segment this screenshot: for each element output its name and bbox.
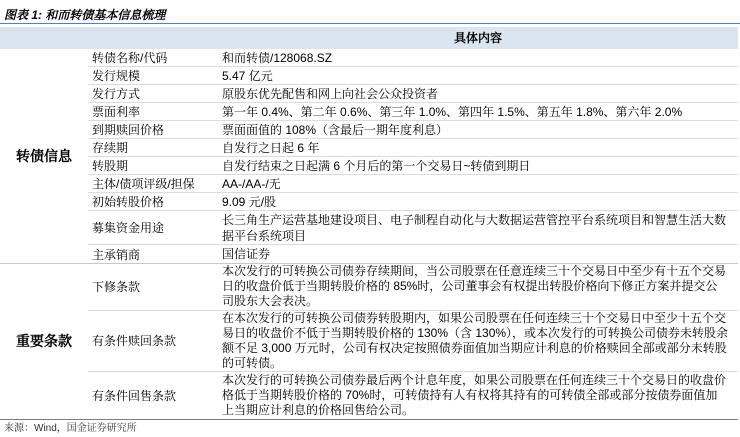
table-row — [88, 311, 738, 373]
field-label: 转股期 — [92, 159, 129, 173]
value-line: 国信证券 — [222, 247, 271, 261]
table-row — [88, 67, 738, 85]
field-value — [218, 85, 738, 102]
table-row — [88, 193, 738, 211]
table-row — [88, 157, 738, 175]
value-line: 和而转债/128068.SZ — [222, 50, 333, 65]
field-label: 募集资金用途 — [92, 221, 165, 235]
value-line: 自发行结束之日起满 6 个月后的第一个交易日~转债到期日 — [222, 158, 531, 173]
field-value — [218, 311, 738, 372]
table-row — [88, 85, 738, 103]
field-value — [218, 49, 738, 66]
table-body — [0, 49, 738, 420]
value-line: 在本次发行的可转换公司债券转股期内，如果公司股票在任何连续三十个交易日中至少十五个交 — [222, 310, 727, 325]
value-line: 第一年 0.4%、第二年 0.6%、第三年 1.0%、第四年 1.5%、第五年 1.8%、第六年 2.0% — [222, 104, 683, 119]
table-row — [88, 211, 738, 245]
header-group-cell — [0, 27, 88, 49]
field-label: 存续期 — [92, 141, 129, 155]
field-label: 下修条款 — [92, 280, 141, 295]
value-line: 本次发行的可转换公司债券最后两个计息年度，如果公司股票在任何连续三十个交易日的收盘价 — [222, 372, 727, 387]
bond-info-table — [0, 27, 738, 420]
table-row — [88, 372, 738, 419]
table-row — [88, 264, 738, 311]
table-row — [88, 121, 738, 139]
value-line: 上当期应计利息的价格回售给公司。 — [222, 403, 415, 418]
value-line: 自发行之日起 6 年 — [222, 140, 320, 155]
value-line: 易日的收盘价不低于当期转股价格的 130%（含 130%），或本次发行的可转换公司债券未转股余 — [222, 325, 729, 340]
field-label: 转债名称/代码 — [92, 51, 168, 65]
value-line: 原股东优先配售和网上向社会公众投资者 — [222, 86, 439, 101]
value-line: AA-/AA-/无 — [222, 176, 281, 191]
field-label: 主体/债项评级/担保 — [92, 177, 195, 191]
field-value — [218, 193, 738, 210]
value-line: 9.09 元/股 — [222, 194, 277, 209]
value-line: 日的收盘价低于当期转股价格的 85%时，公司董事会有权提出转股价格向下修正方案并提交公 — [222, 279, 718, 294]
field-value — [218, 175, 738, 192]
field-value — [218, 103, 738, 120]
group-label: 重要条款 — [16, 333, 72, 350]
header-field-cell — [88, 27, 218, 49]
table-group — [0, 49, 738, 264]
value-line: 5.47 亿元 — [222, 68, 273, 83]
field-label: 主承销商 — [92, 247, 141, 262]
value-line: 格低于当期转股价格的 70%时，可转债持有人有权将其持有的可转债全部或部分按债券面值加 — [222, 388, 718, 403]
table-header-row — [0, 27, 738, 49]
value-line: 额不足 3,000 万元时，公司有权决定按照债券面值加当期应计利息的价格赎回全部或部分未转股 — [222, 341, 727, 355]
value-line: 票面面值的 108%（含最后一期年度利息） — [222, 122, 449, 137]
table-row — [88, 245, 738, 263]
field-label: 有条件赎回条款 — [92, 334, 177, 349]
field-value — [218, 372, 738, 419]
table-row — [88, 103, 738, 121]
value-line: 本次发行的可转换公司债券存续期间，当公司股票在任意连续三十个交易日中至少有十五个交易 — [222, 264, 727, 278]
value-line: 长三角生产运营基地建设项目、电子制程自动化与大数据运营管控平台系统项目和智慧生活大数 — [222, 212, 727, 227]
figure-title: 图表 1: 和而转债基本信息梳理 — [4, 8, 166, 22]
field-label: 票面利率 — [92, 105, 141, 119]
value-line: 据平台系统项目 — [222, 228, 307, 243]
table-row — [88, 175, 738, 193]
header-content-cell: 具体内容 — [453, 31, 502, 45]
group-label: 转债信息 — [16, 148, 72, 164]
field-label: 有条件回售条款 — [92, 389, 177, 404]
field-value — [218, 139, 738, 156]
group-rows — [88, 49, 738, 263]
field-value — [218, 67, 738, 84]
field-value — [218, 211, 738, 244]
field-label: 到期赎回价格 — [92, 123, 165, 137]
value-line: 司股东大会表决。 — [222, 294, 319, 309]
group-rows — [88, 264, 738, 419]
value-line: 的可转债。 — [222, 356, 283, 371]
field-value — [218, 157, 738, 174]
field-label: 发行方式 — [92, 87, 141, 101]
table-group — [0, 264, 738, 420]
field-label: 初始转股价格 — [92, 195, 165, 209]
table-row — [88, 49, 738, 67]
table-row — [88, 139, 738, 157]
field-label: 发行规模 — [92, 69, 141, 83]
title-underline — [0, 23, 740, 24]
source-note: 来源：Wind，国金证券研究所 — [4, 423, 137, 434]
field-value — [218, 121, 738, 138]
field-value — [218, 245, 738, 263]
field-value — [218, 264, 738, 310]
